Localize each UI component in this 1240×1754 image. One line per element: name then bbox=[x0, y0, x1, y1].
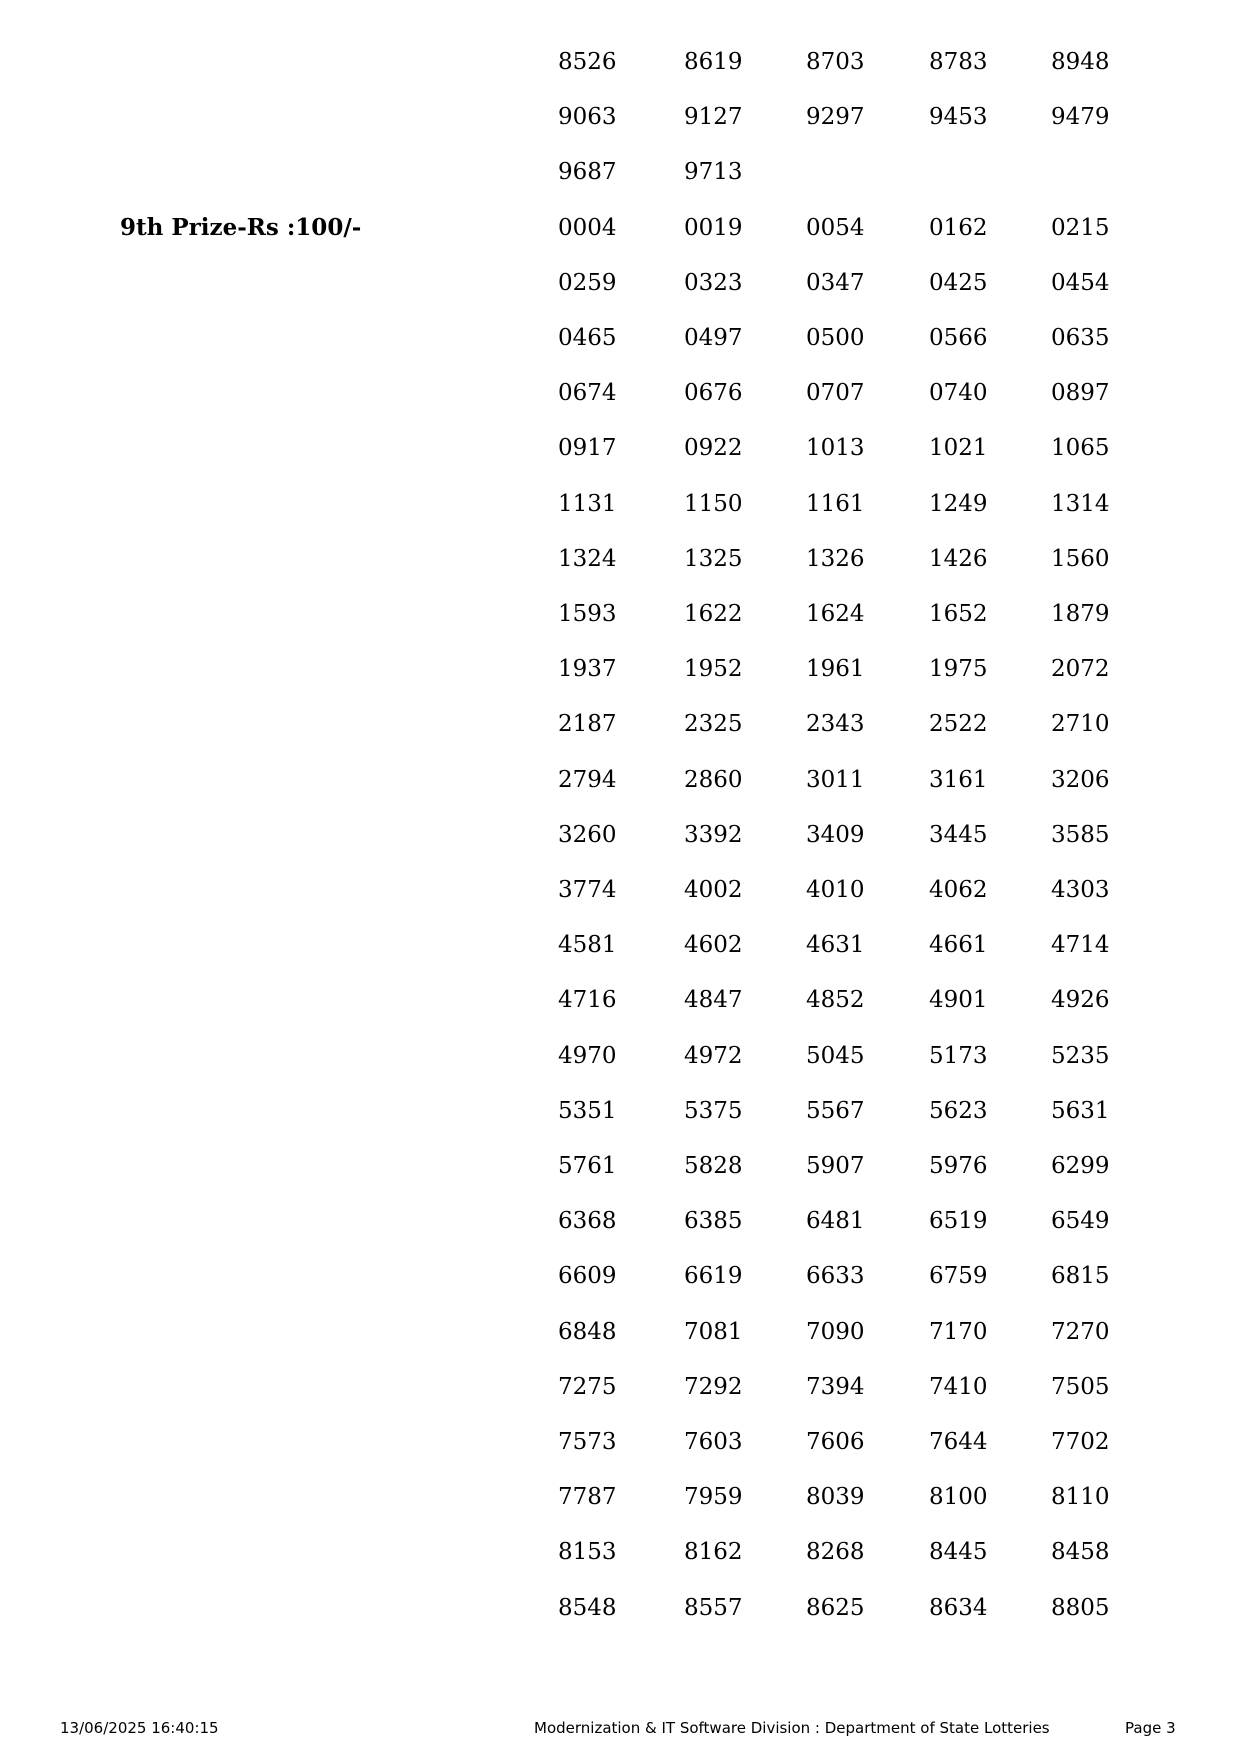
ticket-number: 7270 bbox=[1051, 1318, 1110, 1345]
footer-page-number: Page 3 bbox=[1125, 1719, 1176, 1737]
ticket-number: 4852 bbox=[806, 987, 865, 1014]
ticket-number: 2325 bbox=[684, 711, 743, 738]
ticket-number: 4661 bbox=[929, 932, 988, 959]
ticket-number: 7606 bbox=[806, 1429, 865, 1455]
ticket-number: 8783 bbox=[929, 49, 988, 75]
ticket-number: 7170 bbox=[929, 1318, 988, 1345]
ticket-number: 0215 bbox=[1051, 214, 1110, 241]
ticket-number: 3445 bbox=[929, 821, 988, 848]
ticket-number: 1879 bbox=[1051, 601, 1110, 627]
ticket-number: 9063 bbox=[558, 104, 617, 131]
number-row bbox=[0, 269, 1240, 297]
ticket-number: 1131 bbox=[558, 490, 617, 517]
ticket-number: 1065 bbox=[1051, 435, 1110, 462]
ticket-number: 0500 bbox=[806, 325, 865, 351]
number-row bbox=[0, 1207, 1240, 1235]
ticket-number: 8634 bbox=[929, 1594, 988, 1621]
ticket-number: 8268 bbox=[806, 1539, 865, 1566]
ticket-number: 0674 bbox=[558, 380, 617, 407]
ticket-number: 1622 bbox=[684, 601, 743, 627]
ticket-number: 1326 bbox=[806, 545, 865, 572]
ticket-number: 4716 bbox=[558, 987, 617, 1014]
number-row bbox=[0, 931, 1240, 959]
ticket-number: 5828 bbox=[684, 1153, 743, 1179]
ticket-number: 4972 bbox=[684, 1042, 743, 1069]
ticket-number: 0162 bbox=[929, 214, 988, 241]
ticket-number: 0497 bbox=[684, 325, 743, 351]
ticket-number: 4714 bbox=[1051, 932, 1110, 959]
ticket-number: 0635 bbox=[1051, 325, 1110, 351]
footer-organization: Modernization & IT Software Division : Department of State Lotteries bbox=[534, 1719, 1050, 1737]
ticket-number: 8625 bbox=[806, 1594, 865, 1621]
number-row bbox=[0, 490, 1240, 518]
ticket-number: 6619 bbox=[684, 1263, 743, 1290]
ticket-number: 2860 bbox=[684, 766, 743, 793]
ticket-number: 6385 bbox=[684, 1208, 743, 1235]
number-row bbox=[0, 1483, 1240, 1511]
ticket-number: 0425 bbox=[929, 269, 988, 296]
ticket-number: 5045 bbox=[806, 1042, 865, 1069]
ticket-number: 5631 bbox=[1051, 1097, 1110, 1124]
ticket-number: 3585 bbox=[1051, 821, 1110, 848]
number-row bbox=[0, 986, 1240, 1014]
ticket-number: 7275 bbox=[558, 1373, 617, 1400]
ticket-number: 8526 bbox=[558, 49, 617, 75]
ticket-number: 1021 bbox=[929, 435, 988, 462]
ticket-number: 0676 bbox=[684, 380, 743, 407]
number-row bbox=[0, 1318, 1240, 1346]
ticket-number: 4002 bbox=[684, 877, 743, 903]
ticket-number: 2187 bbox=[558, 711, 617, 738]
ticket-number: 8039 bbox=[806, 1484, 865, 1511]
ticket-number: 9453 bbox=[929, 104, 988, 131]
ticket-number: 0566 bbox=[929, 325, 988, 351]
ticket-number: 1426 bbox=[929, 545, 988, 572]
ticket-number: 8110 bbox=[1051, 1484, 1110, 1511]
ticket-number: 1652 bbox=[929, 601, 988, 627]
number-row bbox=[0, 821, 1240, 849]
ticket-number: 9687 bbox=[558, 159, 617, 186]
number-row bbox=[0, 379, 1240, 407]
ticket-number: 2072 bbox=[1051, 656, 1110, 683]
footer-timestamp: 13/06/2025 16:40:15 bbox=[60, 1719, 219, 1737]
ticket-number: 5623 bbox=[929, 1097, 988, 1124]
ticket-number: 3011 bbox=[806, 766, 865, 793]
ticket-number: 9127 bbox=[684, 104, 743, 131]
ticket-number: 1314 bbox=[1051, 490, 1110, 517]
ticket-number: 9479 bbox=[1051, 104, 1110, 131]
ticket-number: 6759 bbox=[929, 1263, 988, 1290]
ticket-number: 4970 bbox=[558, 1042, 617, 1069]
ticket-number: 4602 bbox=[684, 932, 743, 959]
ticket-number: 0019 bbox=[684, 214, 743, 241]
ticket-number: 1593 bbox=[558, 601, 617, 627]
ticket-number: 2794 bbox=[558, 766, 617, 793]
ticket-number: 4847 bbox=[684, 987, 743, 1014]
ticket-number: 0054 bbox=[806, 214, 865, 241]
ticket-number: 4901 bbox=[929, 987, 988, 1014]
number-row bbox=[0, 1097, 1240, 1125]
ticket-number: 2710 bbox=[1051, 711, 1110, 738]
ticket-number: 8162 bbox=[684, 1539, 743, 1566]
ticket-number: 0465 bbox=[558, 325, 617, 351]
ticket-number: 0917 bbox=[558, 435, 617, 462]
ticket-number: 1624 bbox=[806, 601, 865, 627]
ticket-number: 2343 bbox=[806, 711, 865, 738]
ticket-number: 5351 bbox=[558, 1097, 617, 1124]
ticket-number: 3409 bbox=[806, 821, 865, 848]
ticket-number: 9297 bbox=[806, 104, 865, 131]
ticket-number: 4926 bbox=[1051, 987, 1110, 1014]
ticket-number: 8805 bbox=[1051, 1594, 1110, 1621]
ticket-number: 7090 bbox=[806, 1318, 865, 1345]
ticket-number: 1975 bbox=[929, 656, 988, 683]
ticket-number: 0707 bbox=[806, 380, 865, 407]
number-row bbox=[0, 545, 1240, 573]
ticket-number: 6609 bbox=[558, 1263, 617, 1290]
ticket-number: 3161 bbox=[929, 766, 988, 793]
ticket-number: 0259 bbox=[558, 269, 617, 296]
number-row bbox=[0, 876, 1240, 904]
number-row bbox=[0, 1373, 1240, 1401]
number-row bbox=[0, 1594, 1240, 1622]
ticket-number: 8153 bbox=[558, 1539, 617, 1566]
ticket-number: 6299 bbox=[1051, 1153, 1110, 1179]
number-row bbox=[0, 324, 1240, 352]
ticket-number: 5235 bbox=[1051, 1042, 1110, 1069]
number-row bbox=[0, 103, 1240, 131]
ticket-number: 3774 bbox=[558, 877, 617, 903]
ticket-number: 2522 bbox=[929, 711, 988, 738]
ticket-number: 7787 bbox=[558, 1484, 617, 1511]
ticket-number: 8557 bbox=[684, 1594, 743, 1621]
ticket-number: 1150 bbox=[684, 490, 743, 517]
number-row bbox=[0, 655, 1240, 683]
ticket-number: 6368 bbox=[558, 1208, 617, 1235]
ticket-number: 5375 bbox=[684, 1097, 743, 1124]
ticket-number: 6481 bbox=[806, 1208, 865, 1235]
ticket-number: 6848 bbox=[558, 1318, 617, 1345]
ticket-number: 8548 bbox=[558, 1594, 617, 1621]
ticket-number: 8619 bbox=[684, 49, 743, 75]
ticket-number: 3260 bbox=[558, 821, 617, 848]
number-row bbox=[0, 1538, 1240, 1566]
ticket-number: 0897 bbox=[1051, 380, 1110, 407]
ticket-number: 8458 bbox=[1051, 1539, 1110, 1566]
ticket-number: 1961 bbox=[806, 656, 865, 683]
ticket-number: 0922 bbox=[684, 435, 743, 462]
ticket-number: 6815 bbox=[1051, 1263, 1110, 1290]
ticket-number: 6549 bbox=[1051, 1208, 1110, 1235]
ticket-number: 5907 bbox=[806, 1153, 865, 1179]
ticket-number: 9713 bbox=[684, 159, 743, 186]
ticket-number: 7644 bbox=[929, 1429, 988, 1455]
ticket-number: 7292 bbox=[684, 1373, 743, 1400]
ticket-number: 4062 bbox=[929, 877, 988, 903]
ticket-number: 1937 bbox=[558, 656, 617, 683]
ticket-number: 1249 bbox=[929, 490, 988, 517]
ticket-number: 7603 bbox=[684, 1429, 743, 1455]
ticket-number: 0347 bbox=[806, 269, 865, 296]
ticket-number: 4581 bbox=[558, 932, 617, 959]
ticket-number: 1013 bbox=[806, 435, 865, 462]
number-row bbox=[0, 48, 1240, 76]
ticket-number: 1161 bbox=[806, 490, 865, 517]
ticket-number: 5761 bbox=[558, 1153, 617, 1179]
number-row bbox=[0, 766, 1240, 794]
ticket-number: 7702 bbox=[1051, 1429, 1110, 1455]
number-row bbox=[0, 1262, 1240, 1290]
number-row bbox=[0, 214, 1240, 242]
ticket-number: 5173 bbox=[929, 1042, 988, 1069]
ticket-number: 7394 bbox=[806, 1373, 865, 1400]
number-row bbox=[0, 434, 1240, 462]
ticket-number: 7505 bbox=[1051, 1373, 1110, 1400]
ticket-number: 8445 bbox=[929, 1539, 988, 1566]
page-footer bbox=[0, 1718, 1240, 1738]
ticket-number: 7573 bbox=[558, 1429, 617, 1455]
ticket-number: 5567 bbox=[806, 1097, 865, 1124]
ticket-number: 4010 bbox=[806, 877, 865, 903]
ticket-number: 8100 bbox=[929, 1484, 988, 1511]
number-row bbox=[0, 1428, 1240, 1456]
ticket-number: 7081 bbox=[684, 1318, 743, 1345]
number-row bbox=[0, 1152, 1240, 1180]
ticket-number: 3392 bbox=[684, 821, 743, 848]
number-row bbox=[0, 600, 1240, 628]
ticket-number: 8948 bbox=[1051, 49, 1110, 75]
ticket-number: 0004 bbox=[558, 214, 617, 241]
ticket-number: 1324 bbox=[558, 545, 617, 572]
ticket-number: 1560 bbox=[1051, 545, 1110, 572]
ticket-number: 7410 bbox=[929, 1373, 988, 1400]
number-row bbox=[0, 158, 1240, 186]
ticket-number: 4303 bbox=[1051, 877, 1110, 903]
ticket-number: 4631 bbox=[806, 932, 865, 959]
ticket-number: 7959 bbox=[684, 1484, 743, 1511]
ticket-number: 5976 bbox=[929, 1153, 988, 1179]
number-row bbox=[0, 1042, 1240, 1070]
ticket-number: 8703 bbox=[806, 49, 865, 75]
ticket-number: 1952 bbox=[684, 656, 743, 683]
ticket-number: 0323 bbox=[684, 269, 743, 296]
ticket-number: 1325 bbox=[684, 545, 743, 572]
prize-label: 9th Prize-Rs :100/- bbox=[120, 213, 362, 241]
ticket-number: 0740 bbox=[929, 380, 988, 407]
ticket-number: 0454 bbox=[1051, 269, 1110, 296]
ticket-number: 3206 bbox=[1051, 766, 1110, 793]
ticket-number: 6633 bbox=[806, 1263, 865, 1290]
number-row bbox=[0, 710, 1240, 738]
ticket-number: 6519 bbox=[929, 1208, 988, 1235]
